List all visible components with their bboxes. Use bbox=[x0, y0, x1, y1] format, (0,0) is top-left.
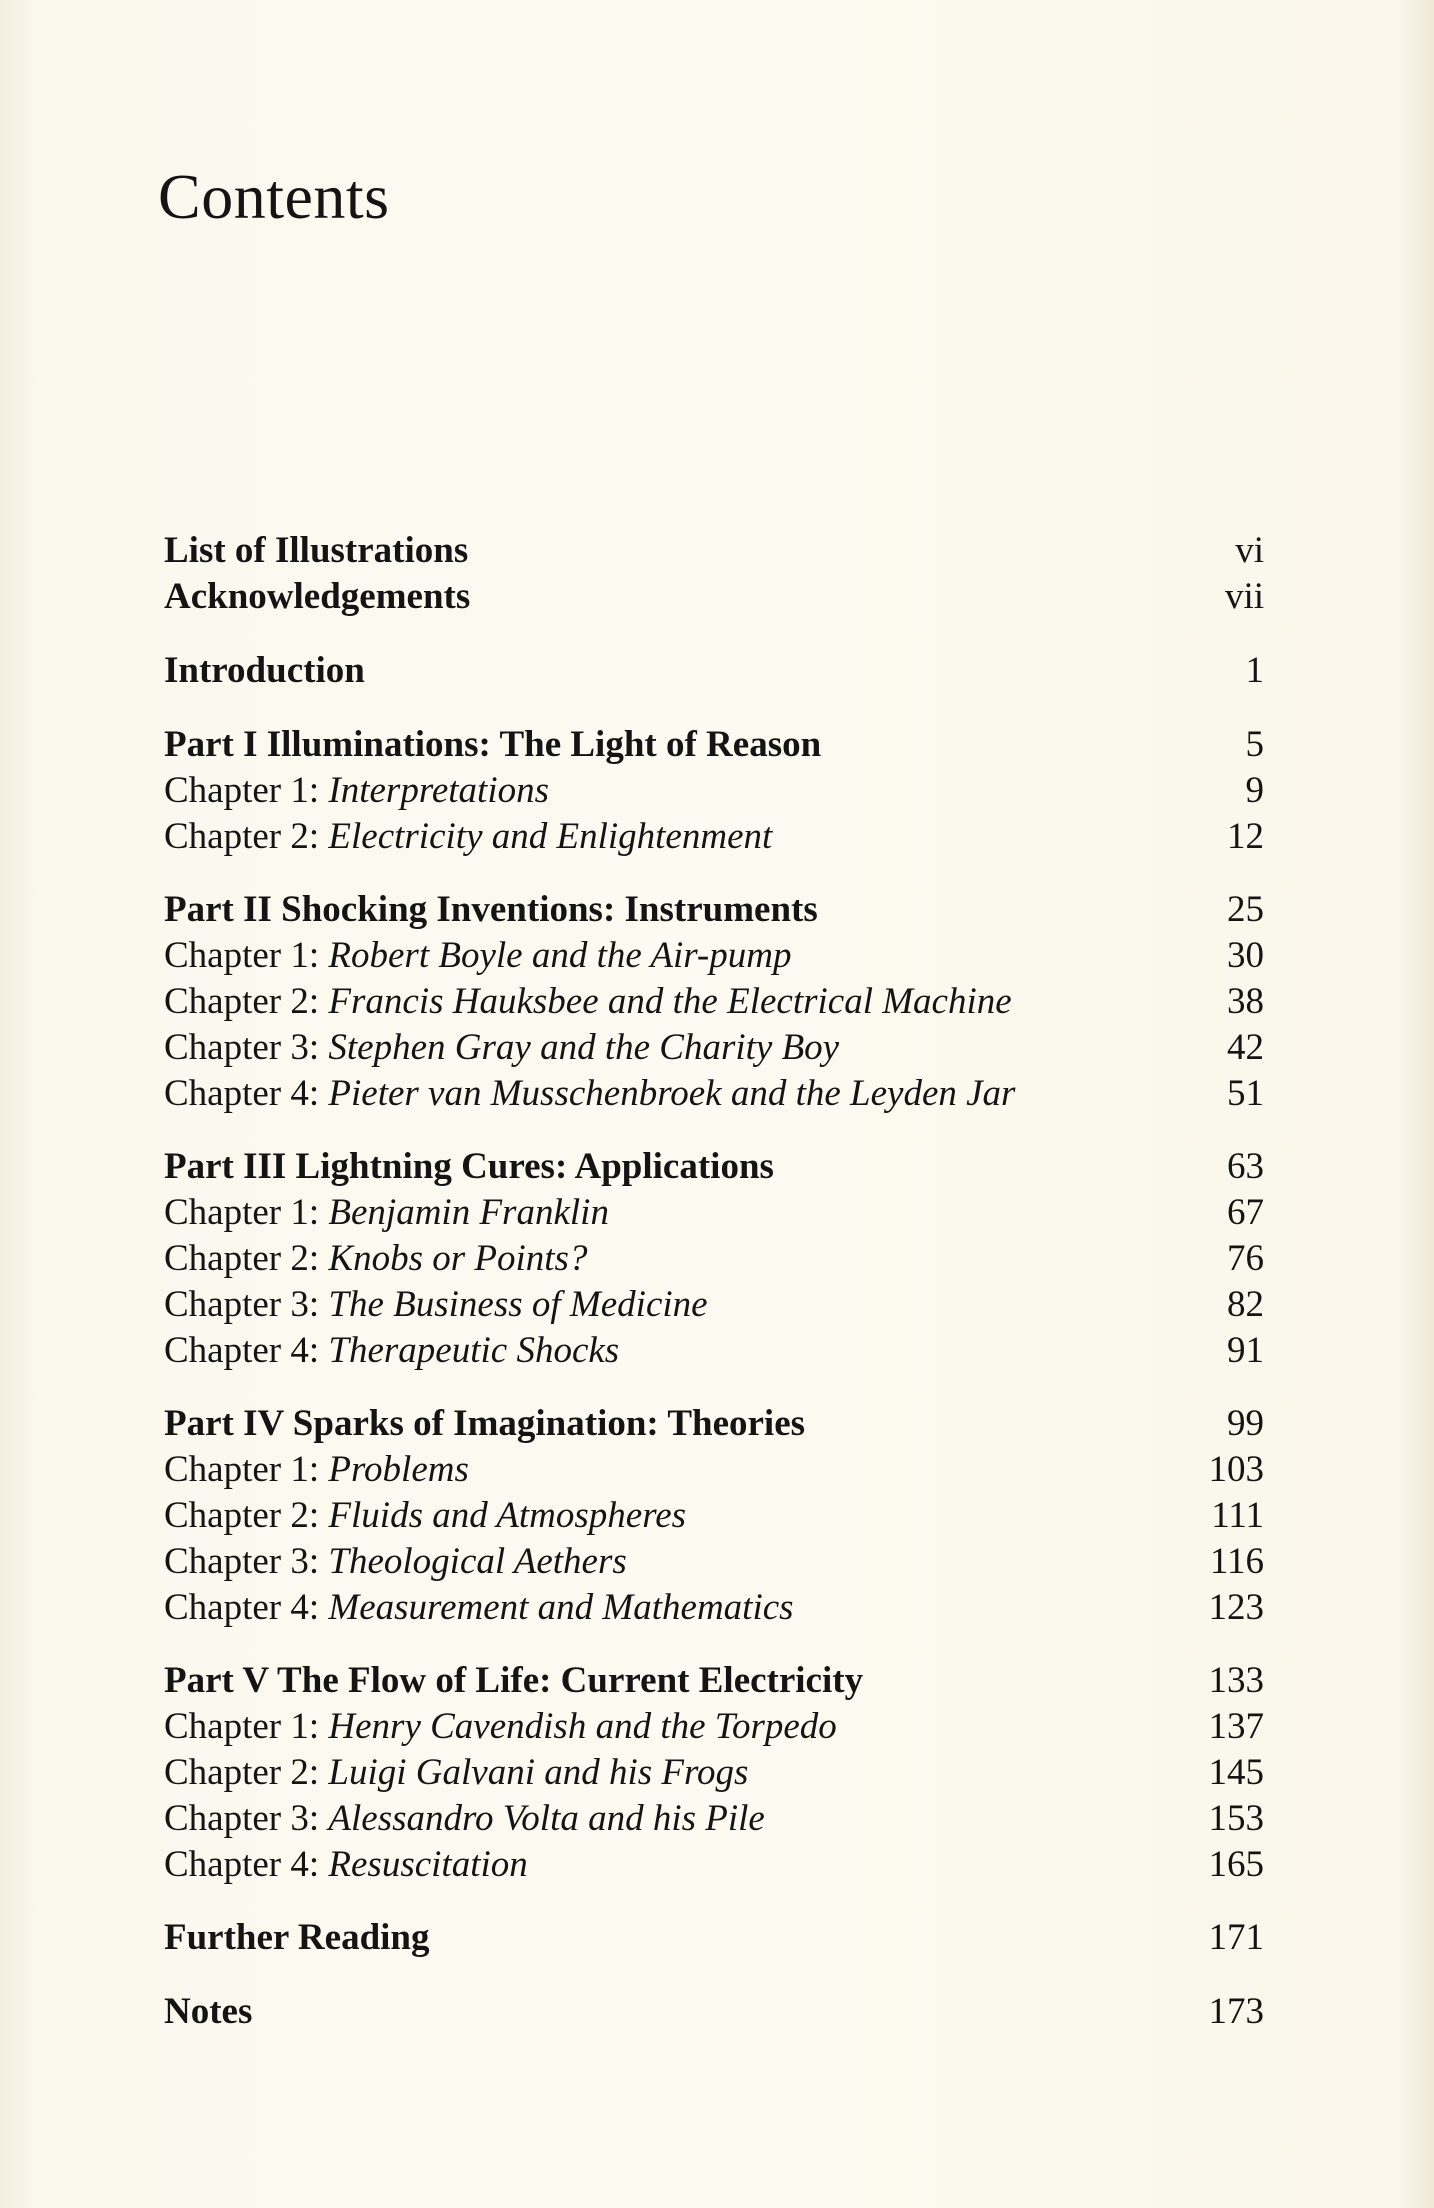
chapter-prefix: Chapter 4: bbox=[164, 1587, 329, 1628]
toc-chapter bbox=[164, 1842, 1264, 1888]
toc-chapter bbox=[164, 768, 1264, 814]
toc-page-number: 5 bbox=[1245, 724, 1264, 765]
chapter-prefix: Chapter 1: bbox=[164, 770, 329, 811]
toc-part-2 bbox=[164, 887, 1264, 933]
toc-entry-introduction bbox=[164, 648, 1264, 694]
chapter-prefix: Chapter 1: bbox=[164, 1192, 329, 1233]
chapter-prefix: Chapter 1: bbox=[164, 1706, 329, 1747]
toc-entry-label: Acknowledgements bbox=[164, 576, 471, 617]
toc-page-number: 25 bbox=[1227, 889, 1264, 930]
toc-page-number: 137 bbox=[1208, 1706, 1264, 1747]
chapter-prefix: Chapter 2: bbox=[164, 981, 329, 1022]
toc-part-label: Part III Lightning Cures: Applications bbox=[164, 1146, 774, 1187]
chapter-prefix: Chapter 2: bbox=[164, 1752, 329, 1793]
toc-page-number: 103 bbox=[1208, 1449, 1264, 1490]
toc-part-5 bbox=[164, 1658, 1264, 1704]
chapter-title: Theological Aethers bbox=[328, 1541, 627, 1582]
toc-entry-notes bbox=[164, 1989, 1264, 2035]
toc-page-number: 38 bbox=[1227, 981, 1264, 1022]
toc-part-1 bbox=[164, 722, 1264, 768]
toc-entry-label: Notes bbox=[164, 1991, 253, 2032]
toc-page-number: 42 bbox=[1227, 1027, 1264, 1068]
toc-page-number: 123 bbox=[1208, 1587, 1264, 1628]
toc-chapter bbox=[164, 1539, 1264, 1585]
toc-entry-label: Introduction bbox=[164, 650, 365, 691]
chapter-title: Luigi Galvani and his Frogs bbox=[328, 1752, 749, 1793]
toc-page-number: 51 bbox=[1227, 1073, 1264, 1114]
chapter-title: Francis Hauksbee and the Electrical Machine bbox=[328, 981, 1012, 1022]
chapter-prefix: Chapter 2: bbox=[164, 1495, 329, 1536]
chapter-title: Benjamin Franklin bbox=[328, 1192, 609, 1233]
toc-part-label: Part II Shocking Inventions: Instruments bbox=[164, 889, 818, 930]
chapter-title: Interpretations bbox=[328, 770, 550, 811]
chapter-prefix: Chapter 2: bbox=[164, 1238, 329, 1279]
toc-entry-list-of-illustrations bbox=[164, 528, 1264, 574]
chapter-prefix: Chapter 3: bbox=[164, 1541, 329, 1582]
chapter-title: Alessandro Volta and his Pile bbox=[328, 1798, 765, 1839]
toc-page-number: 12 bbox=[1227, 816, 1264, 857]
toc-page-number: 111 bbox=[1211, 1495, 1264, 1536]
toc-page-number: 9 bbox=[1245, 770, 1264, 811]
toc-chapter bbox=[164, 1190, 1264, 1236]
chapter-prefix: Chapter 3: bbox=[164, 1284, 329, 1325]
chapter-title: Henry Cavendish and the Torpedo bbox=[328, 1706, 837, 1747]
toc-page-number: 165 bbox=[1208, 1844, 1264, 1885]
chapter-prefix: Chapter 4: bbox=[164, 1330, 329, 1371]
toc-page-number: 171 bbox=[1208, 1917, 1264, 1958]
toc-chapter bbox=[164, 814, 1264, 860]
toc-chapter bbox=[164, 1750, 1264, 1796]
chapter-prefix: Chapter 4: bbox=[164, 1844, 329, 1885]
toc-entry-further-reading bbox=[164, 1915, 1264, 1961]
toc-page-number: 173 bbox=[1208, 1991, 1264, 2032]
toc-part-label: Part V The Flow of Life: Current Electricity bbox=[164, 1660, 864, 1701]
toc-chapter bbox=[164, 1447, 1264, 1493]
chapter-title: The Business of Medicine bbox=[328, 1284, 708, 1325]
chapter-prefix: Chapter 1: bbox=[164, 935, 329, 976]
chapter-prefix: Chapter 3: bbox=[164, 1027, 329, 1068]
chapter-title: Resuscitation bbox=[328, 1844, 528, 1885]
toc-chapter bbox=[164, 1704, 1264, 1750]
toc-part-4 bbox=[164, 1401, 1264, 1447]
toc-entry-label: List of Illustrations bbox=[164, 530, 469, 571]
toc-entry-acknowledgements bbox=[164, 574, 1264, 620]
chapter-title: Pieter van Musschenbroek and the Leyden Jar bbox=[328, 1073, 1016, 1114]
chapter-title: Problems bbox=[328, 1449, 469, 1490]
toc-chapter bbox=[164, 1282, 1264, 1328]
toc-part-label: Part IV Sparks of Imagination: Theories bbox=[164, 1403, 806, 1444]
toc-entry-label: Further Reading bbox=[164, 1917, 430, 1958]
toc-chapter bbox=[164, 1585, 1264, 1631]
toc-chapter bbox=[164, 1796, 1264, 1842]
toc-page-number: 1 bbox=[1245, 650, 1264, 691]
toc-page-number: 67 bbox=[1227, 1192, 1264, 1233]
chapter-title: Therapeutic Shocks bbox=[328, 1330, 620, 1371]
chapter-title: Electricity and Enlightenment bbox=[328, 816, 773, 857]
toc-chapter bbox=[164, 1328, 1264, 1374]
toc-page-number: 91 bbox=[1227, 1330, 1264, 1371]
table-of-contents bbox=[164, 528, 1264, 2035]
toc-page-number: vii bbox=[1224, 576, 1264, 617]
toc-page-number: 99 bbox=[1227, 1403, 1264, 1444]
toc-chapter bbox=[164, 933, 1264, 979]
toc-chapter bbox=[164, 1493, 1264, 1539]
toc-part-3 bbox=[164, 1144, 1264, 1190]
chapter-prefix: Chapter 3: bbox=[164, 1798, 329, 1839]
toc-chapter bbox=[164, 1025, 1264, 1071]
chapter-prefix: Chapter 1: bbox=[164, 1449, 329, 1490]
toc-page-number: 63 bbox=[1227, 1146, 1264, 1187]
toc-chapter bbox=[164, 1071, 1264, 1117]
chapter-title: Fluids and Atmospheres bbox=[328, 1495, 687, 1536]
toc-chapter bbox=[164, 1236, 1264, 1282]
toc-page-number: 133 bbox=[1208, 1660, 1264, 1701]
toc-page-number: vi bbox=[1235, 530, 1264, 571]
toc-page-number: 76 bbox=[1227, 1238, 1264, 1279]
toc-page-number: 116 bbox=[1209, 1541, 1264, 1582]
chapter-title: Measurement and Mathematics bbox=[328, 1587, 794, 1628]
page-title: Contents bbox=[158, 161, 390, 232]
chapter-prefix: Chapter 4: bbox=[164, 1073, 329, 1114]
toc-page-number: 82 bbox=[1227, 1284, 1264, 1325]
toc-part-label: Part I Illuminations: The Light of Reason bbox=[164, 724, 822, 765]
toc-page-number: 30 bbox=[1227, 935, 1264, 976]
chapter-title: Robert Boyle and the Air-pump bbox=[328, 935, 792, 976]
toc-page-number: 153 bbox=[1208, 1798, 1264, 1839]
toc-page-number: 145 bbox=[1208, 1752, 1264, 1793]
chapter-title: Knobs or Points? bbox=[328, 1238, 588, 1279]
chapter-title: Stephen Gray and the Charity Boy bbox=[328, 1027, 840, 1068]
toc-chapter bbox=[164, 979, 1264, 1025]
chapter-prefix: Chapter 2: bbox=[164, 816, 329, 857]
